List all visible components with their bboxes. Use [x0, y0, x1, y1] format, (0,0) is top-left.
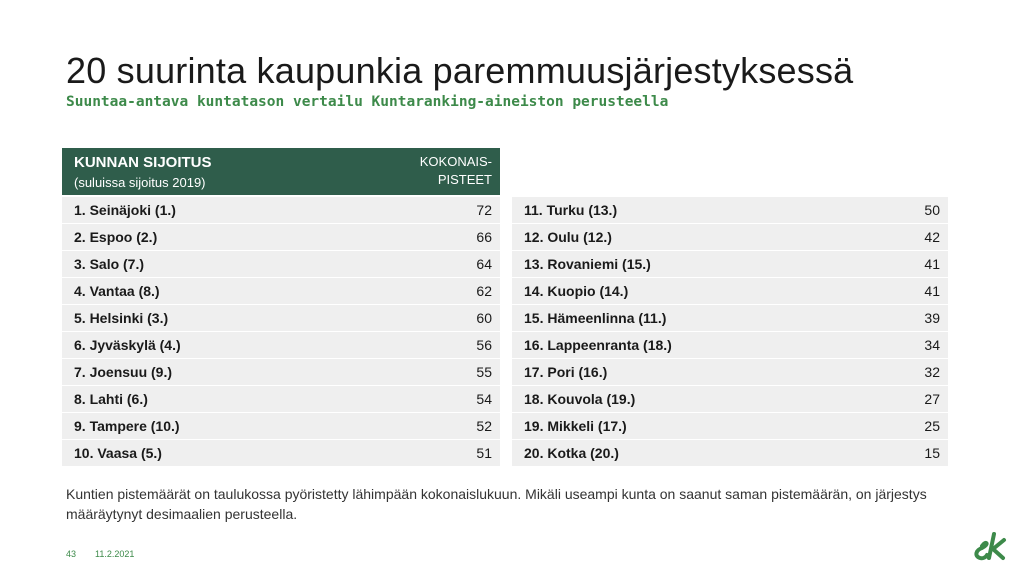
city-rank: 9. Tampere (10.): [74, 418, 180, 434]
city-score: 72: [476, 202, 492, 218]
slide-title: 20 suurinta kaupunkia paremmuusjärjestyksessä: [66, 50, 854, 91]
city-rank: 2. Espoo (2.): [74, 229, 158, 245]
table-row: [512, 251, 948, 277]
city-rank: 15. Hämeenlinna (11.): [524, 310, 667, 326]
table-row: [62, 332, 500, 358]
city-score: 50: [924, 202, 940, 218]
table-row: [512, 278, 948, 304]
city-rank: 11. Turku (13.): [524, 202, 618, 218]
city-score: 27: [924, 391, 940, 407]
city-score: 32: [924, 364, 940, 380]
city-rank: 7. Joensuu (9.): [74, 364, 173, 380]
header-rank-sublabel: (suluissa sijoitus 2019): [74, 175, 206, 190]
city-score: 25: [924, 418, 940, 434]
city-score: 51: [476, 445, 492, 461]
header-score-line2: PISTEET: [437, 172, 492, 187]
table-row: [62, 224, 500, 250]
table-row: [62, 251, 500, 277]
table-row: [512, 440, 948, 466]
table-row: [62, 278, 500, 304]
city-score: 62: [476, 283, 492, 299]
city-rank: 12. Oulu (12.): [524, 229, 612, 245]
table-row: [62, 413, 500, 439]
table-row: [512, 224, 948, 250]
city-rank: 8. Lahti (6.): [74, 391, 148, 407]
slide-subtitle: Suuntaa-antava kuntatason vertailu Kuntaranking-aineiston perusteella: [66, 94, 669, 110]
table-row: [62, 440, 500, 466]
table-row: [512, 386, 948, 412]
ek-logo: [968, 530, 1010, 562]
city-rank: 1. Seinäjoki (1.): [74, 202, 176, 218]
table-header: [62, 148, 500, 195]
slide-date: 11.2.2021: [95, 549, 135, 559]
city-score: 54: [476, 391, 492, 407]
table-row: [512, 197, 948, 223]
city-score: 39: [924, 310, 940, 326]
table-row: [512, 305, 948, 331]
city-rank: 4. Vantaa (8.): [74, 283, 160, 299]
city-rank: 3. Salo (7.): [74, 256, 145, 272]
city-score: 42: [924, 229, 940, 245]
city-rank: 18. Kouvola (19.): [524, 391, 636, 407]
city-score: 56: [476, 337, 492, 353]
city-rank: 19. Mikkeli (17.): [524, 418, 627, 434]
city-rank: 20. Kotka (20.): [524, 445, 619, 461]
city-rank: 10. Vaasa (5.): [74, 445, 162, 461]
city-score: 41: [924, 283, 940, 299]
city-score: 15: [924, 445, 940, 461]
city-rank: 14. Kuopio (14.): [524, 283, 629, 299]
table-row: [62, 197, 500, 223]
ranking-list-right: [512, 197, 948, 467]
city-rank: 16. Lappeenranta (18.): [524, 337, 672, 353]
city-score: 52: [476, 418, 492, 434]
city-rank: 5. Helsinki (3.): [74, 310, 169, 326]
table-row: [62, 305, 500, 331]
page-number: 43: [66, 549, 77, 559]
city-score: 60: [476, 310, 492, 326]
city-score: 34: [924, 337, 940, 353]
header-score-label: [392, 153, 492, 189]
ranking-list-left: [62, 197, 500, 467]
city-score: 55: [476, 364, 492, 380]
header-rank-label: KUNNAN SIJOITUS: [74, 154, 212, 171]
city-score: 41: [924, 256, 940, 272]
table-row: [512, 359, 948, 385]
city-score: 66: [476, 229, 492, 245]
footnote: Kuntien pistemäärät on taulukossa pyöristetty lähimpään kokonaislukuun. Mikäli useampi kunta on saanut saman pistemäärän, on järjestys määräytynyt desimaalien perusteella.: [66, 486, 927, 522]
city-rank: 13. Rovaniemi (15.): [524, 256, 651, 272]
city-rank: 17. Pori (16.): [524, 364, 608, 380]
city-rank: 6. Jyväskylä (4.): [74, 337, 181, 353]
table-row: [62, 386, 500, 412]
table-row: [512, 332, 948, 358]
header-score-line1: KOKONAIS-: [419, 154, 492, 169]
city-score: 64: [476, 256, 492, 272]
table-row: [62, 359, 500, 385]
table-row: [512, 413, 948, 439]
